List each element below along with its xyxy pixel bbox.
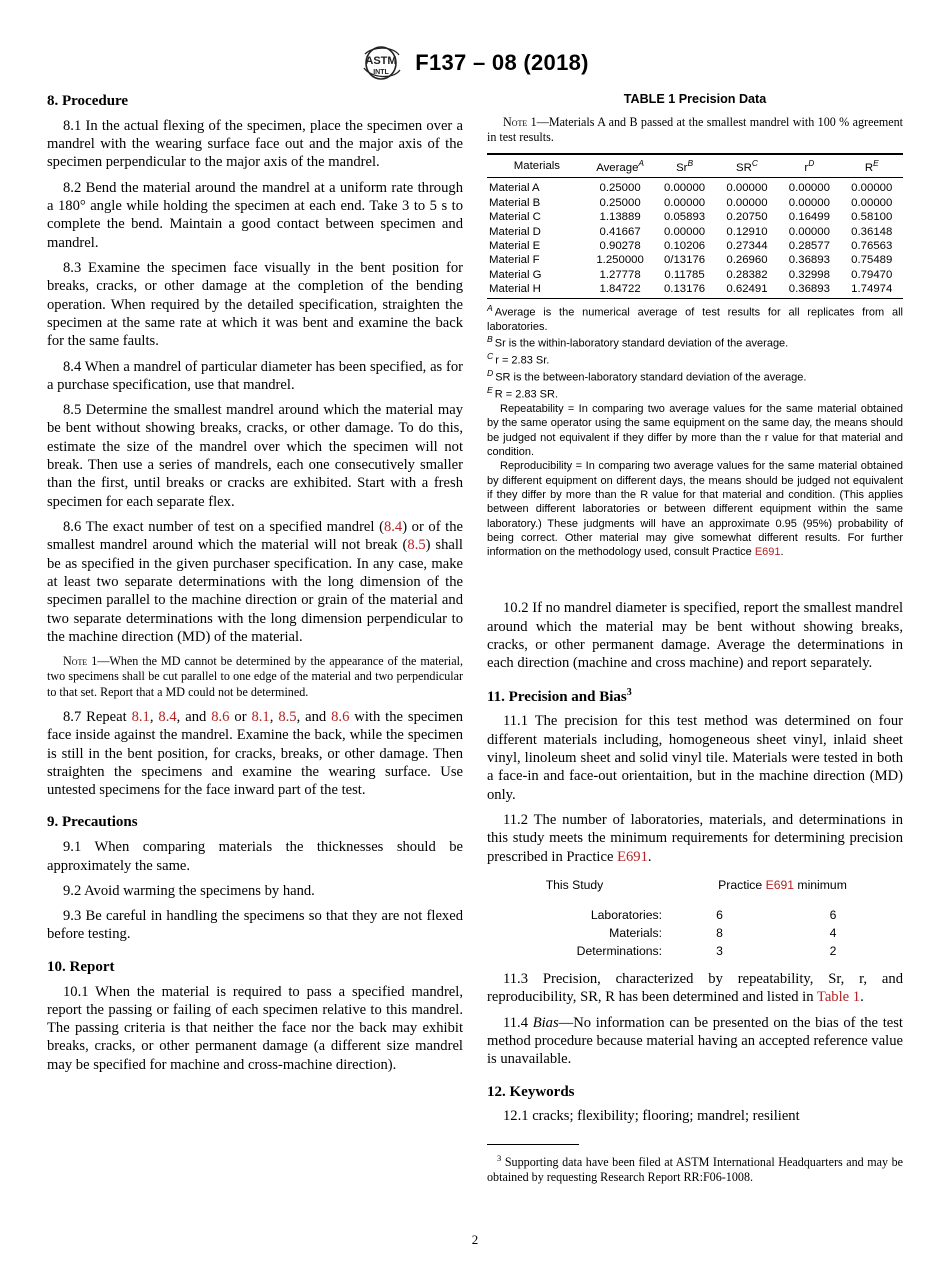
cell-rbig: 0.00000 <box>851 196 893 209</box>
table-row <box>487 224 903 238</box>
cell-average: 0.41667 <box>599 225 641 238</box>
cell-sr: 0.00000 <box>663 196 706 209</box>
note-1-md <box>47 654 463 700</box>
paragraph-8-7-text-5: , and <box>296 708 332 725</box>
cell-r: 0.36893 <box>788 283 830 296</box>
paragraph-8-6-text-2: ) or of the smallest mandrel around which the material will not break ( <box>47 519 464 554</box>
cell-rbig: 1.74974 <box>851 283 893 296</box>
footnote-marker-3[interactable]: 3 <box>626 686 632 698</box>
table-row <box>487 239 903 253</box>
cell-r: 0.36893 <box>788 254 830 267</box>
col-header-sr-big: SR$^C$ <box>716 154 778 178</box>
paragraph-8-6 <box>47 518 463 646</box>
cross-reference-8-6-a[interactable]: 8.6 <box>211 708 230 725</box>
left-column <box>47 92 463 1081</box>
cell-sr: 0.10206 <box>663 239 706 252</box>
paragraph-8-3: 8.3 Examine the specimen face visually in the bent position for breaks, cracks, or other damage at the completion of the bending operation. When required by the detailed specification, straighten the specimen at the same rate at which it was bent and examine the back for the same faults. <box>47 259 463 350</box>
table-footnote-d: $^D$ SR is the between-laboratory standard deviation of the average. <box>487 368 807 384</box>
table-footnote-b: $^B$ Sr is the within-laboratory standard deviation of the average. <box>487 334 789 351</box>
standard-designation: F137 – 08 (2018) <box>415 50 589 75</box>
section-heading-report: 10. Report <box>47 958 115 975</box>
paragraph-11-1: 11.1 The precision for this test method was determined on four different materials including, homogeneous sheet vinyl, inlaid sheet vinyl, linoleum sheet and solid vinyl tile. Materials were tested in both a face-in and face-out orientaition, but in the machine direction (MD) only. <box>487 713 903 803</box>
cell-material: Material B <box>489 196 541 209</box>
table-row <box>487 210 903 224</box>
svg-text:ASTM: ASTM <box>365 55 397 67</box>
cell-sr: 0.11785 <box>664 268 705 281</box>
cross-reference-8-4[interactable]: 8.4 <box>383 519 403 535</box>
paragraph-9-2: 9.2 Avoid warming the specimens by hand. <box>63 882 315 899</box>
table-1-note-label: Note 1 <box>503 115 537 129</box>
cell-srbig: 0.20750 <box>726 211 768 224</box>
cell-sr: 0.05893 <box>663 211 706 224</box>
paragraph-8-7-text-6: with the specimen face inside against the mandrel. Examine the back, while the specimen is still in the bent position, for cracks, breaks, or other damage. Then straighten the specimens and examine the wearing surface. Use untested specimens for the face inward part of the test. <box>47 708 464 799</box>
paragraph-8-7-text-1: , <box>149 708 159 725</box>
note-1-text: —When the MD cannot be determined by the appearance of the material, two specimens shall be cut parallel to one edge of the material and two perpendicular to that set. Report that a MD could not be determined. <box>47 654 463 699</box>
cell-r: 0.00000 <box>788 196 830 209</box>
col-header-materials: Materials <box>487 154 587 178</box>
col-header-r-big: R$^E$ <box>841 154 903 178</box>
table-1-wrapper <box>487 153 903 299</box>
paragraph-10-2: 10.2 If no mandrel diameter is specified, report the smallest mandrel around which the material may be bent without showing breaks, cracks, or other permanent damage. Average the determinations in each direction (machine and cross machine) and report separately. <box>487 600 903 672</box>
cross-reference-table-1[interactable]: Table 1 <box>816 989 861 1006</box>
table-body <box>487 178 903 298</box>
table-row <box>487 196 903 210</box>
study-row-this-study: 6 <box>716 907 723 922</box>
cell-sr: 0.00000 <box>663 182 706 195</box>
table-row <box>487 178 903 196</box>
cell-material: Material G <box>489 268 542 281</box>
table-head <box>487 154 903 178</box>
cell-average: 0.90278 <box>599 239 641 252</box>
table-1-title: TABLE 1 Precision Data <box>623 92 767 106</box>
table-row <box>487 282 903 298</box>
cell-sr: 0/13176 <box>663 254 706 267</box>
study-row-label: Determinations: <box>576 944 662 959</box>
cell-average: 0.25000 <box>599 182 641 195</box>
study-row-label: Materials: <box>609 925 662 940</box>
study-header-practice-minimum: Practice E691 minimum <box>718 877 847 892</box>
cell-r: 0.00000 <box>788 225 830 238</box>
section-heading-keywords: 12. Keywords <box>487 1083 575 1100</box>
cell-sr: 0.13176 <box>663 283 706 296</box>
paragraph-11-2: 11.2 The number of laboratories, materials, and determinations in this study meets the minimum requirements for determining precision prescribed in Practice E691. <box>487 812 903 865</box>
study-row-determinations <box>487 942 903 960</box>
right-column <box>487 92 903 1186</box>
cell-rbig: 0.75489 <box>851 254 893 267</box>
study-row-this-study: 8 <box>716 925 723 940</box>
paragraph-8-7-text-2: , and <box>176 708 212 725</box>
section-heading-procedure: 8. Procedure <box>47 93 129 109</box>
cell-material: Material C <box>489 211 541 224</box>
paragraph-11-3: 11.3 Precision, characterized by repeatability, Sr, r, and reproducibility, SR, R has been determined and listed in Table 1. <box>487 971 903 1006</box>
table-footnote-a: $^A$ Average is the numerical average of test results for all replicates from all laboratories. <box>487 303 903 334</box>
bias-term: Bias <box>532 1014 559 1031</box>
cell-srbig: 0.26960 <box>726 254 768 267</box>
cross-reference-8-6-b[interactable]: 8.6 <box>331 708 350 725</box>
paragraph-8-7-text-0: 8.7 Repeat <box>63 708 132 725</box>
cell-r: 0.32998 <box>788 268 830 281</box>
paragraph-8-4: 8.4 When a mandrel of particular diameter has been specified, as for a purchase specification, use that mandrel. <box>47 358 463 393</box>
cell-material: Material D <box>489 225 541 238</box>
section-heading-precautions: 9. Precautions <box>47 814 138 831</box>
table-row <box>487 253 903 267</box>
col-header-r: r$^D$ <box>778 154 840 178</box>
page-footnote-3: $^3$ Supporting data have been filed at ASTM International Headquarters and may be obtained by requesting Research Report RR:F06-1008. <box>487 1152 903 1185</box>
cell-rbig: 0.76563 <box>851 239 893 252</box>
cell-srbig: 0.12910 <box>726 225 768 238</box>
cell-average: 1.84722 <box>599 283 641 296</box>
study-row-this-study: 3 <box>716 944 723 959</box>
table-1-footnotes <box>487 303 903 559</box>
cross-reference-8-1-a[interactable]: 8.1 <box>131 708 150 725</box>
footnote-divider <box>487 1144 579 1145</box>
table-1-precision-data <box>487 153 903 298</box>
cell-srbig: 0.27344 <box>726 239 768 252</box>
cell-material: Material A <box>489 182 540 195</box>
table-footnote-c: $^C$ r = 2.83 Sr. <box>487 351 550 367</box>
cell-r: 0.28577 <box>788 239 830 252</box>
paragraph-8-2: 8.2 Bend the material around the mandrel at a uniform rate through a 180° angle while holding the specimen at each end. Take 3 to 5 s to complete the bend. Maintain a good contact between specimen and mandrel. <box>47 179 463 251</box>
cell-material: Material E <box>489 239 541 252</box>
cell-sr: 0.00000 <box>663 225 706 238</box>
paragraph-10-1: 10.1 When the material is required to pass a specified mandrel, report the passing or failing of each specimen relative to this mandrel. The passing criteria is that neither the face nor the back may exhibit breaks, cracks, or other permanent damage (a different size mandrel may be specified for machine and cross-machine direction). <box>47 983 463 1073</box>
paragraph-8-1: 8.1 In the actual flexing of the specimen, place the specimen over a mandrel with the wearing surface face out and the major axis of the specimen perpendicular to the major axis of the mandrel. <box>47 117 463 171</box>
paragraph-8-6-text-1: 8.6 The exact number of test on a specified mandrel ( <box>63 519 384 535</box>
table-row <box>487 268 903 282</box>
paragraph-8-7 <box>47 708 463 800</box>
cross-reference-8-1-b[interactable]: 8.1 <box>251 708 270 725</box>
cell-average: 1.27778 <box>599 268 641 281</box>
reproducibility-definition: Reproducibility = In comparing two average values for the same material obtained by different equipment on different days, the means should be judged not equivalent if they differ by more than the R value for that material and condition. (This applies between different laboratories or between different equipment within the same laboratory.) These judgments will have an approximate 0.95 (95%) probability of being correct. Other material may give somewhat different results. For further information on the methodology used, consult Practice E691. <box>487 460 903 559</box>
cell-material: Material F <box>489 254 540 267</box>
col-header-sr: Sr$^B$ <box>653 154 715 178</box>
study-row-minimum: 2 <box>829 944 837 959</box>
study-header-this-study: This Study <box>545 877 604 892</box>
table-header-row <box>487 154 903 178</box>
study-row-label: Laboratories: <box>590 907 662 922</box>
cell-rbig: 0.36148 <box>851 225 893 238</box>
paragraph-8-6-text-3: ) shall be as specified in the given purchaser specification. In any case, make at least two separate determinations with the long dimension of the specimen parallel to the machine direction or grain of the material and two separate determinations with the long dimension perpendicular to the machine direction (MD) of the material. <box>47 537 463 645</box>
section-heading-precision-and-bias: 11. Precision and Bias$^3$ <box>487 686 632 705</box>
paragraph-9-3: 9.3 Be careful in handling the specimens so that they are not flexed before testing. <box>47 908 463 943</box>
cell-rbig: 0.00000 <box>851 182 893 195</box>
cell-srbig: 0.62491 <box>726 283 768 296</box>
cross-reference-e691-11-2[interactable]: E691 <box>617 848 648 865</box>
cell-average: 0.25000 <box>599 196 641 209</box>
cross-reference-8-4-b[interactable]: 8.4 <box>158 708 177 725</box>
note-1-label: Note 1 <box>63 654 98 669</box>
study-row-minimum: 6 <box>829 907 837 922</box>
study-table-header <box>487 878 903 892</box>
cell-average: 1.250000 <box>596 254 644 267</box>
cell-srbig: 0.28382 <box>726 268 768 281</box>
table-footnote-e: $^E$ R = 2.83 SR. <box>487 385 559 401</box>
svg-text:INTL: INTL <box>373 69 389 76</box>
paragraph-9-1: 9.1 When comparing materials the thicknesses should be approximately the same. <box>47 839 463 874</box>
col-header-average: Average$^A$ <box>587 154 654 178</box>
cell-r: 0.00000 <box>788 182 830 195</box>
paragraph-8-5: 8.5 Determine the smallest mandrel around which the material may be bent without showing breaks, cracks, or other damage. To do this, estimate the size of the mandrel over which the specimen will not break. Then use a series of mandrels, each one consecutively smaller than the first, until breaks or cracks are exhibited. Start with a fresh specimen for each separate flex. <box>47 402 463 510</box>
paragraph-12-1: 12.1 cracks; flexibility; flooring; mandrel; resilient <box>503 1108 800 1125</box>
cross-reference-8-5[interactable]: 8.5 <box>407 537 426 554</box>
cross-reference-8-5-b[interactable]: 8.5 <box>278 708 297 725</box>
paragraph-8-7-text-4: , <box>269 708 279 725</box>
cross-reference-e691-table[interactable]: E691 <box>754 546 781 559</box>
table-1-note <box>487 115 903 146</box>
paragraph-11-4: 11.4 Bias—No information can be presented on the bias of the test method procedure because material having an accepted reference value is unavailable. <box>487 1014 903 1068</box>
page-number: 2 <box>471 1232 479 1247</box>
study-row-materials <box>487 924 903 942</box>
table-1-note-text: —Materials A and B passed at the smallest mandrel with 100 % agreement in test results. <box>487 115 903 145</box>
page-header <box>0 44 950 82</box>
paragraph-8-7-text-3: or <box>229 708 252 725</box>
cell-material: Material H <box>489 283 541 296</box>
cell-average: 1.13889 <box>599 211 641 224</box>
cell-r: 0.16499 <box>788 211 830 224</box>
cell-rbig: 0.79470 <box>851 268 893 281</box>
study-row-minimum: 4 <box>829 925 837 940</box>
cell-srbig: 0.00000 <box>726 182 768 195</box>
study-comparison-table <box>487 878 903 960</box>
repeatability-definition: Repeatability = In comparing two average values for the same material obtained by the same operator using the same equipment on the same day, the means should be judged not equivalent if they differ by more than the r value for that material and condition. <box>487 403 903 459</box>
cell-rbig: 0.58100 <box>851 211 893 224</box>
cross-reference-e691-study[interactable]: E691 <box>765 877 795 892</box>
study-row-laboratories <box>487 906 903 924</box>
astm-logo-icon <box>361 44 403 82</box>
cell-srbig: 0.00000 <box>726 196 768 209</box>
